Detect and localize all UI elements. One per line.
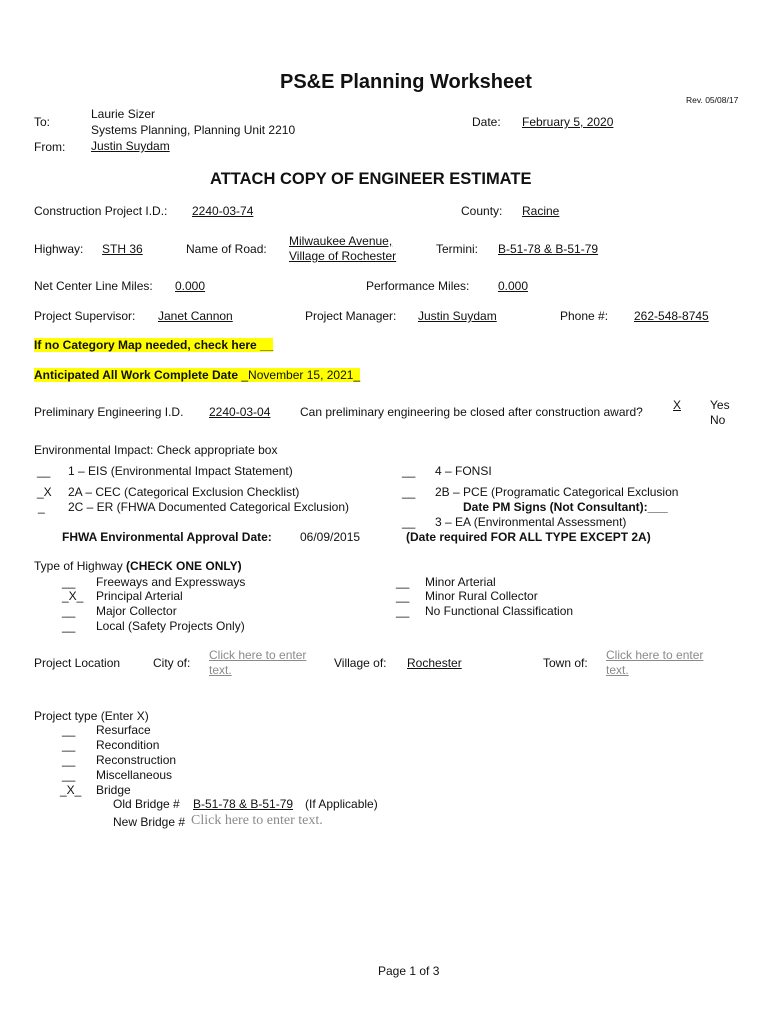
road-field-line2[interactable]: Village of Rochester — [289, 249, 397, 263]
eis-label: 1 – EIS (Environmental Impact Statement) — [68, 464, 293, 478]
date-label: Date: — [472, 115, 501, 129]
local-label: Local (Safety Projects Only) — [96, 619, 245, 633]
highway-field[interactable]: STH 36 — [102, 242, 143, 256]
prelim-yes-checkbox[interactable]: X — [673, 398, 682, 412]
supervisor-field[interactable]: Janet Cannon — [158, 309, 233, 323]
complete-date-field[interactable]: _November 15, 2021_ — [241, 368, 361, 382]
no-class-checkbox[interactable]: __ — [396, 604, 410, 618]
construction-id-field[interactable]: 2240-03-74 — [192, 204, 254, 218]
village-label: Village of: — [334, 656, 387, 670]
construction-id-label: Construction Project I.D.: — [34, 204, 168, 218]
road-label: Name of Road: — [186, 242, 267, 256]
road-field-line1[interactable]: Milwaukee Avenue, — [289, 234, 393, 248]
complete-date-label: Anticipated All Work Complete Date — [34, 368, 242, 382]
no-category-map-checkbox[interactable]: If no Category Map needed, check here __ — [34, 338, 274, 352]
principal-checkbox[interactable]: _X_ — [62, 589, 84, 603]
highway-type-heading — [34, 559, 242, 573]
no-class-label: No Functional Classification — [425, 604, 574, 618]
eis-checkbox[interactable]: __ — [37, 464, 51, 478]
manager-field[interactable]: Justin Suydam — [418, 309, 497, 323]
old-bridge-label: Old Bridge # — [113, 797, 180, 811]
resurface-label: Resurface — [96, 723, 151, 737]
resurface-checkbox[interactable]: __ — [62, 723, 76, 737]
pm-signs-field[interactable]: Date PM Signs (Not Consultant):___ — [463, 500, 668, 514]
freeways-label: Freeways and Expressways — [96, 575, 246, 589]
village-field[interactable]: Rochester — [407, 656, 462, 670]
er-checkbox[interactable]: _ — [38, 500, 45, 514]
location-label: Project Location — [34, 656, 121, 670]
cec-checkbox[interactable]: _X — [37, 485, 52, 499]
er-label: 2C – ER (FHWA Documented Categorical Exclusion) — [68, 500, 349, 514]
attach-heading: ATTACH COPY OF ENGINEER ESTIMATE — [210, 170, 532, 188]
recondition-label: Recondition — [96, 738, 160, 752]
city-field-line2[interactable]: text. — [209, 663, 232, 677]
net-miles-field[interactable]: 0.000 — [175, 279, 206, 293]
minor-rural-checkbox[interactable]: __ — [396, 589, 410, 603]
from-name[interactable]: Justin Suydam — [91, 139, 170, 153]
fhwa-date-field[interactable]: 06/09/2015 — [300, 530, 361, 544]
town-field-line1[interactable]: Click here to enter — [606, 648, 704, 662]
phone-field[interactable]: 262-548-8745 — [634, 309, 709, 323]
fonsi-checkbox[interactable]: __ — [402, 464, 416, 478]
major-label: Major Collector — [96, 604, 177, 618]
manager-label: Project Manager: — [305, 309, 397, 323]
date-field[interactable]: February 5, 2020 — [522, 115, 614, 129]
town-label: Town of: — [543, 656, 588, 670]
to-label: To: — [34, 115, 51, 129]
city-label: City of: — [153, 656, 191, 670]
prelim-question: Can preliminary engineering be closed after construction award? — [300, 405, 643, 419]
perf-miles-field[interactable]: 0.000 — [498, 279, 529, 293]
recondition-checkbox[interactable]: __ — [62, 738, 76, 752]
highway-type-instruction: (CHECK ONE ONLY) — [126, 559, 242, 573]
old-bridge-field[interactable]: B-51-78 & B-51-79 — [193, 797, 294, 811]
minor-arterial-checkbox[interactable]: __ — [396, 575, 410, 589]
fhwa-label: FHWA Environmental Approval Date: — [62, 530, 272, 544]
termini-label: Termini: — [436, 242, 479, 256]
bridge-label: Bridge — [96, 783, 131, 797]
new-bridge-label: New Bridge # — [113, 815, 186, 829]
minor-arterial-label: Minor Arterial — [425, 575, 496, 589]
to-unit: Systems Planning, Planning Unit 2210 — [91, 123, 296, 137]
prelim-id-field[interactable]: 2240-03-04 — [209, 405, 271, 419]
fonsi-label: 4 – FONSI — [435, 464, 492, 478]
revision-label: Rev. 05/08/17 — [686, 95, 739, 105]
minor-rural-label: Minor Rural Collector — [425, 589, 538, 603]
supervisor-label: Project Supervisor: — [34, 309, 136, 323]
prelim-yes-label: Yes — [710, 398, 730, 412]
new-bridge-field[interactable]: Click here to enter text. — [191, 813, 323, 828]
freeways-checkbox[interactable]: __ — [62, 575, 76, 589]
perf-miles-label: Performance Miles: — [366, 279, 470, 293]
env-heading: Environmental Impact: Check appropriate box — [34, 443, 278, 457]
highway-type-label: Type of Highway — [34, 559, 127, 573]
ea-checkbox[interactable]: __ — [402, 515, 416, 529]
old-bridge-note: (If Applicable) — [305, 797, 378, 811]
town-field-line2[interactable]: text. — [606, 663, 629, 677]
pce-checkbox[interactable]: __ — [402, 485, 416, 499]
cec-label: 2A – CEC (Categorical Exclusion Checklist) — [68, 485, 300, 499]
page-number: Page 1 of 3 — [378, 964, 440, 978]
bridge-checkbox[interactable]: _X_ — [60, 783, 82, 797]
date-required-note: (Date required FOR ALL TYPE EXCEPT 2A) — [406, 530, 651, 544]
from-label: From: — [34, 140, 66, 154]
city-field-line1[interactable]: Click here to enter — [209, 648, 307, 662]
to-name: Laurie Sizer — [91, 107, 156, 121]
county-field[interactable]: Racine — [522, 204, 560, 218]
local-checkbox[interactable]: __ — [62, 619, 76, 633]
principal-label: Principal Arterial — [96, 589, 183, 603]
net-miles-label: Net Center Line Miles: — [34, 279, 153, 293]
major-checkbox[interactable]: __ — [62, 604, 76, 618]
misc-label: Miscellaneous — [96, 768, 173, 782]
misc-checkbox[interactable]: __ — [62, 768, 76, 782]
highway-label: Highway: — [34, 242, 84, 256]
county-label: County: — [461, 204, 503, 218]
pce-label: 2B – PCE (Programatic Categorical Exclusion — [435, 485, 679, 499]
anticipated-complete-row — [34, 368, 360, 382]
project-type-heading: Project type (Enter X) — [34, 709, 149, 723]
reconstruction-checkbox[interactable]: __ — [62, 753, 76, 767]
reconstruction-label: Reconstruction — [96, 753, 177, 767]
prelim-no-label: No — [710, 413, 726, 427]
page-title: PS&E Planning Worksheet — [280, 71, 532, 93]
phone-label: Phone #: — [560, 309, 609, 323]
prelim-label: Preliminary Engineering I.D. — [34, 405, 184, 419]
ea-label: 3 – EA (Environmental Assessment) — [435, 515, 627, 529]
termini-field[interactable]: B-51-78 & B-51-79 — [498, 242, 599, 256]
